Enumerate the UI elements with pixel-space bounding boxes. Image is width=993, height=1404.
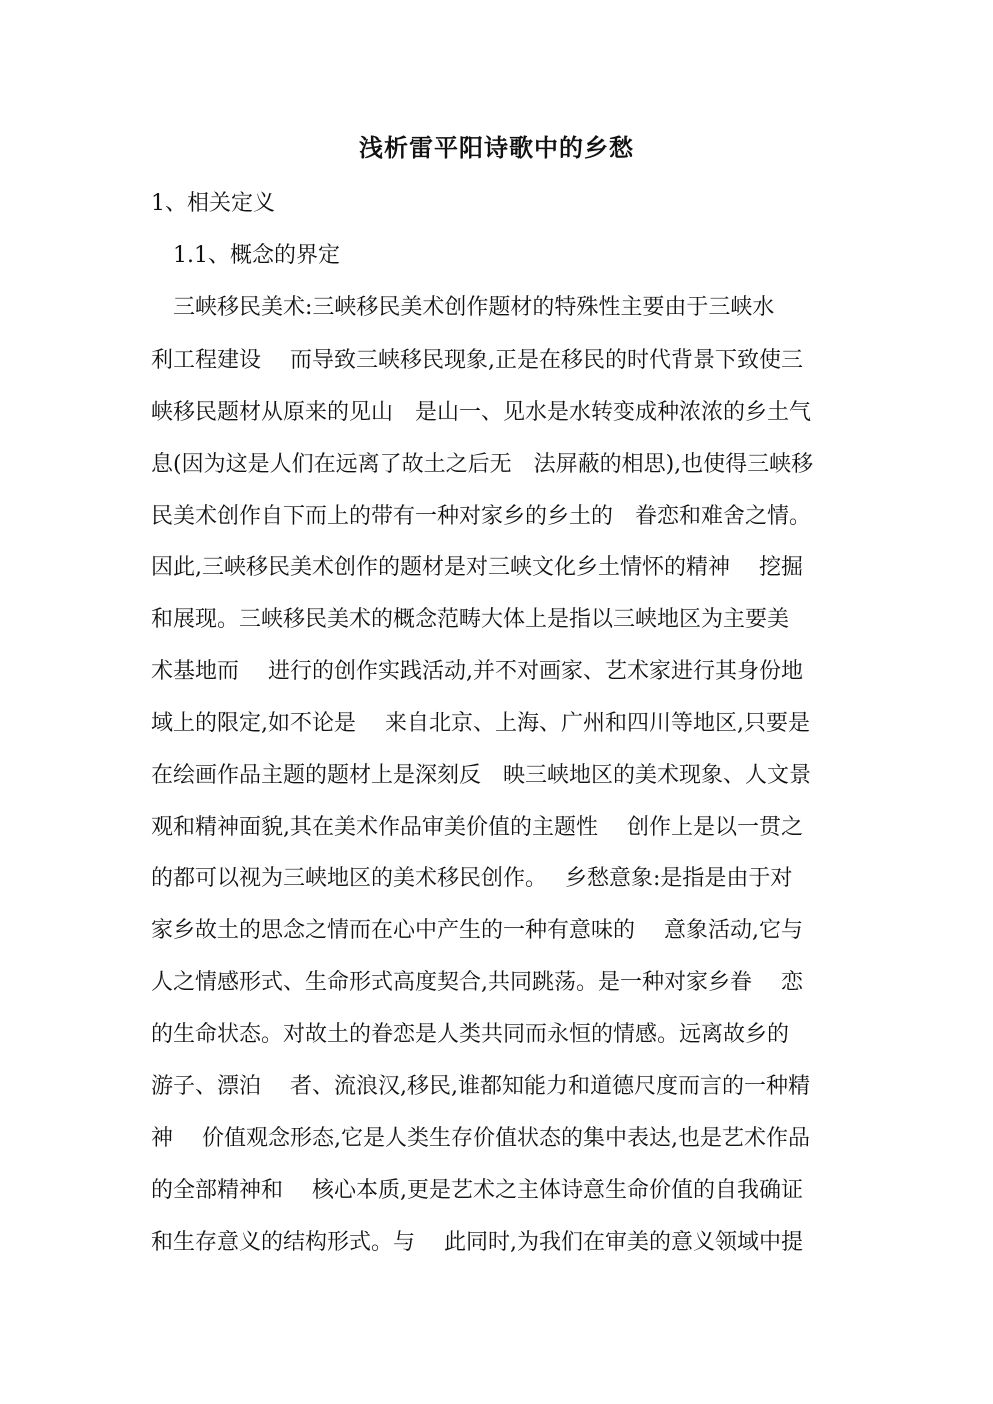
- body-line: 游子、漂泊 者、流浪汉,移民,谁都知能力和道德尺度而言的一种精: [151, 1074, 810, 1099]
- document-title: 浅析雷平阳诗歌中的乡愁: [359, 133, 634, 162]
- body-line: 域上的限定,如不论是 来自北京、上海、广州和四川等地区,只要是: [151, 711, 810, 736]
- body-line: 术基地而 进行的创作实践活动,并不对画家、艺术家进行其身份地: [151, 659, 803, 684]
- body-line: 人之情感形式、生命形式高度契合,共同跳荡。是一种对家乡眷 恋: [151, 970, 803, 995]
- body-line: 在绘画作品主题的题材上是深刻反 映三峡地区的美术现象、人文景: [151, 763, 812, 788]
- body-line: 的生命状态。对故土的眷恋是人类共同而永恒的情感。远离故乡的: [151, 1022, 790, 1047]
- body-line: 息(因为这是人们在远离了故土之后无 法屏蔽的相思),也使得三峡移: [151, 452, 814, 477]
- body-line: 三峡移民美术:三峡移民美术创作题材的特殊性主要由于三峡水: [151, 295, 775, 320]
- body-line: 家乡故土的思念之情而在心中产生的一种有意味的 意象活动,它与: [151, 918, 803, 943]
- body-line: 和生存意义的结构形式。与 此同时,为我们在审美的意义领域中提: [151, 1230, 803, 1255]
- body-line: 因此,三峡移民美术创作的题材是对三峡文化乡土情怀的精神 挖掘: [151, 555, 803, 580]
- section-heading: 1、相关定义: [151, 191, 275, 216]
- subsection-heading: 1.1、概念的界定: [173, 243, 340, 268]
- body-line: 神 价值观念形态,它是人类生存价值状态的集中表达,也是艺术作品: [151, 1126, 810, 1151]
- body-line: 和展现。三峡移民美术的概念范畴大体上是指以三峡地区为主要美: [151, 607, 790, 632]
- body-line: 利工程建设 而导致三峡移民现象,正是在移民的时代背景下致使三: [151, 348, 803, 373]
- body-line: 的全部精神和 核心本质,更是艺术之主体诗意生命价值的自我确证: [151, 1178, 803, 1203]
- body-line: 民美术创作自下而上的带有一种对家乡的乡土的 眷恋和难舍之情。: [151, 504, 812, 529]
- body-line: 峡移民题材从原来的见山 是山一、见水是水转变成种浓浓的乡土气: [151, 400, 812, 425]
- body-line: 观和精神面貌,其在美术作品审美价值的主题性 创作上是以一贯之: [151, 815, 803, 840]
- body-line: 的都可以视为三峡地区的美术移民创作。 乡愁意象:是指是由于对: [151, 866, 793, 891]
